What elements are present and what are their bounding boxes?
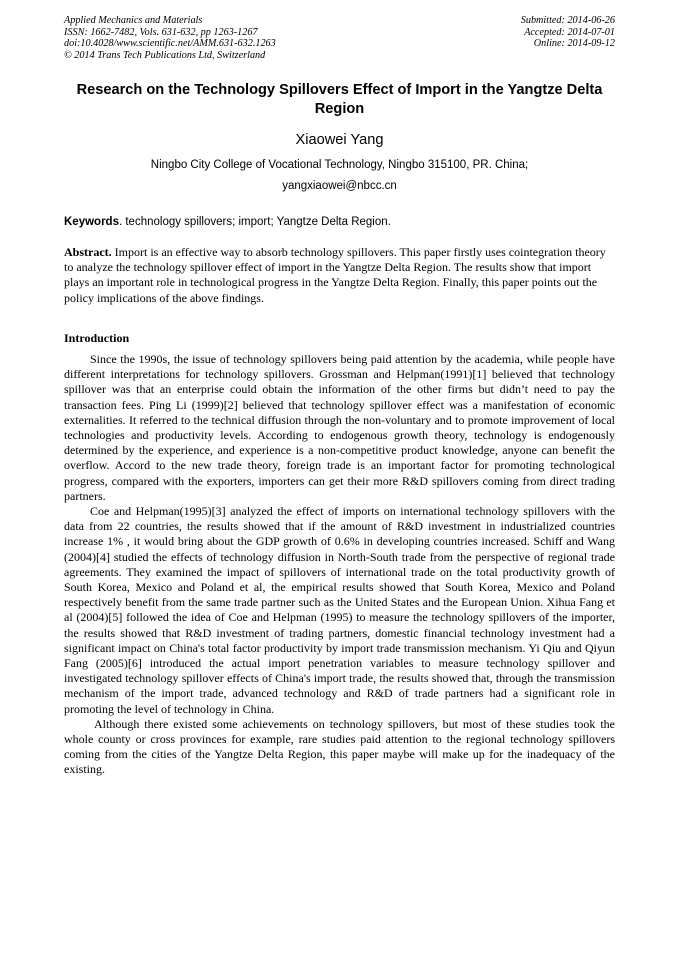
online-date: Online: 2014-09-12: [533, 38, 615, 50]
publication-dates: [521, 15, 615, 50]
paragraph: Coe and Helpman(1995)[3] analyzed the effect of imports on international technology spillovers with the data from 22 countries, the results showed that if the amount of R&D investment in industrialized countries increase 1% , it would bring about the GDP growth of 0.6% in developing countries increased. Schiff and Wang (2004)[4] studied the effects of technology diffusion in North-South trade from the perspective of regional trade agreements. They examined the impact of spillovers of international trade on the total productivity growth of South Korea, Mexico and Poland et al, the empirical results showed that South Korea, Mexico and Poland respectively benefit from the same trade partner such as the United States and the European Union. Xihua Fang et al (2004)[5] followed the idea of Coe and Helpman (1995) to measure the technology spillovers of the importer, the results showed that R&D investment of trading partners, domestic financial technology investment had a significant impact on China's total factor productivity by import trade transmission mechanism. Yi Qiu and Qiyun Fang (2005)[6] introduced the actual import penetration variables to measure technology spillover and investigated technology spillover effects of China's import trade, the results showed that, through the transmission mechanism of the import trade, advanced technology and R&D of trade partners had a significant role in promoting the level of technology in China.: [64, 504, 615, 716]
keywords-label: Keywords: [64, 216, 119, 228]
keywords: [64, 214, 615, 230]
section-heading-introduction: Introduction: [64, 331, 130, 345]
submitted-date: Submitted: 2014-06-26: [520, 15, 615, 26]
paper-title: Research on the Technology Spillovers Effect of Import in the Yangtze Delta Region: [76, 82, 603, 117]
abstract: [64, 245, 615, 306]
doi-link[interactable]: doi:10.4028/www.scientific.net/AMM.631-632.1263: [64, 38, 276, 50]
keywords-text: . technology spillovers; import; Yangtze Delta Region.: [118, 216, 391, 228]
abstract-label: Abstract.: [64, 245, 112, 259]
publication-info: [64, 15, 276, 61]
author-email[interactable]: yangxiaowei@nbcc.cn: [282, 180, 397, 192]
author-name: Xiaowei Yang: [295, 132, 384, 148]
abstract-text: Import is an effective way to absorb technology spillovers. This paper firstly uses cointegration theory to analyze the technology spillover effect of import in the Yangtze Delta Region. The results show that import plays an important role in technological progress in the Yangtze Delta Region. Finally, this paper points out the policy implications of the above findings.: [64, 245, 606, 305]
journal-name: Applied Mechanics and Materials: [64, 15, 203, 26]
author-affiliation: Ningbo City College of Vocational Technology, Ningbo 315100, PR. China;: [150, 159, 529, 171]
copyright-line: © 2014 Trans Tech Publications Ltd, Switzerland: [64, 49, 266, 61]
accepted-date: Accepted: 2014-07-01: [524, 26, 615, 38]
paragraph: Since the 1990s, the issue of technology spillovers being paid attention by the academia, while people have different interpretations for technology spillovers. Grossman and Helpman(1991)[1] believed that technology spillover was that an enterprise could obtain the information of the other firms but didn’t need to pay the transaction fees. Ping Li (1999)[2] believed that technology spillover effect was a manifestation of economic externalities. It referred to the technical diffusion through the non-voluntary and to promote improvement of local technologies and productivity levels. According to endogenous growth theory, technology is endogenously determined by the experience, and experience is a non-competitive product knowledge, anyone can benefit the overflow. Accord to the new trade theory, foreign trade is an important factor for promoting technological progress, compared with the exporters, importers can get their more R&D spillovers coming from direct trading partners.: [64, 352, 615, 503]
paragraph: Although there existed some achievements on technology spillovers, but most of these studies took the whole county or cross provinces for example, rare studies paid attention to the regional technology spillovers coming from the cities of the Yangtze Delta Region, this paper maybe will make up for the inadequacy of the existing.: [64, 716, 615, 777]
issn-line: ISSN: 1662-7482, Vols. 631-632, pp 1263-1267: [64, 26, 258, 38]
introduction-body: [64, 352, 615, 778]
